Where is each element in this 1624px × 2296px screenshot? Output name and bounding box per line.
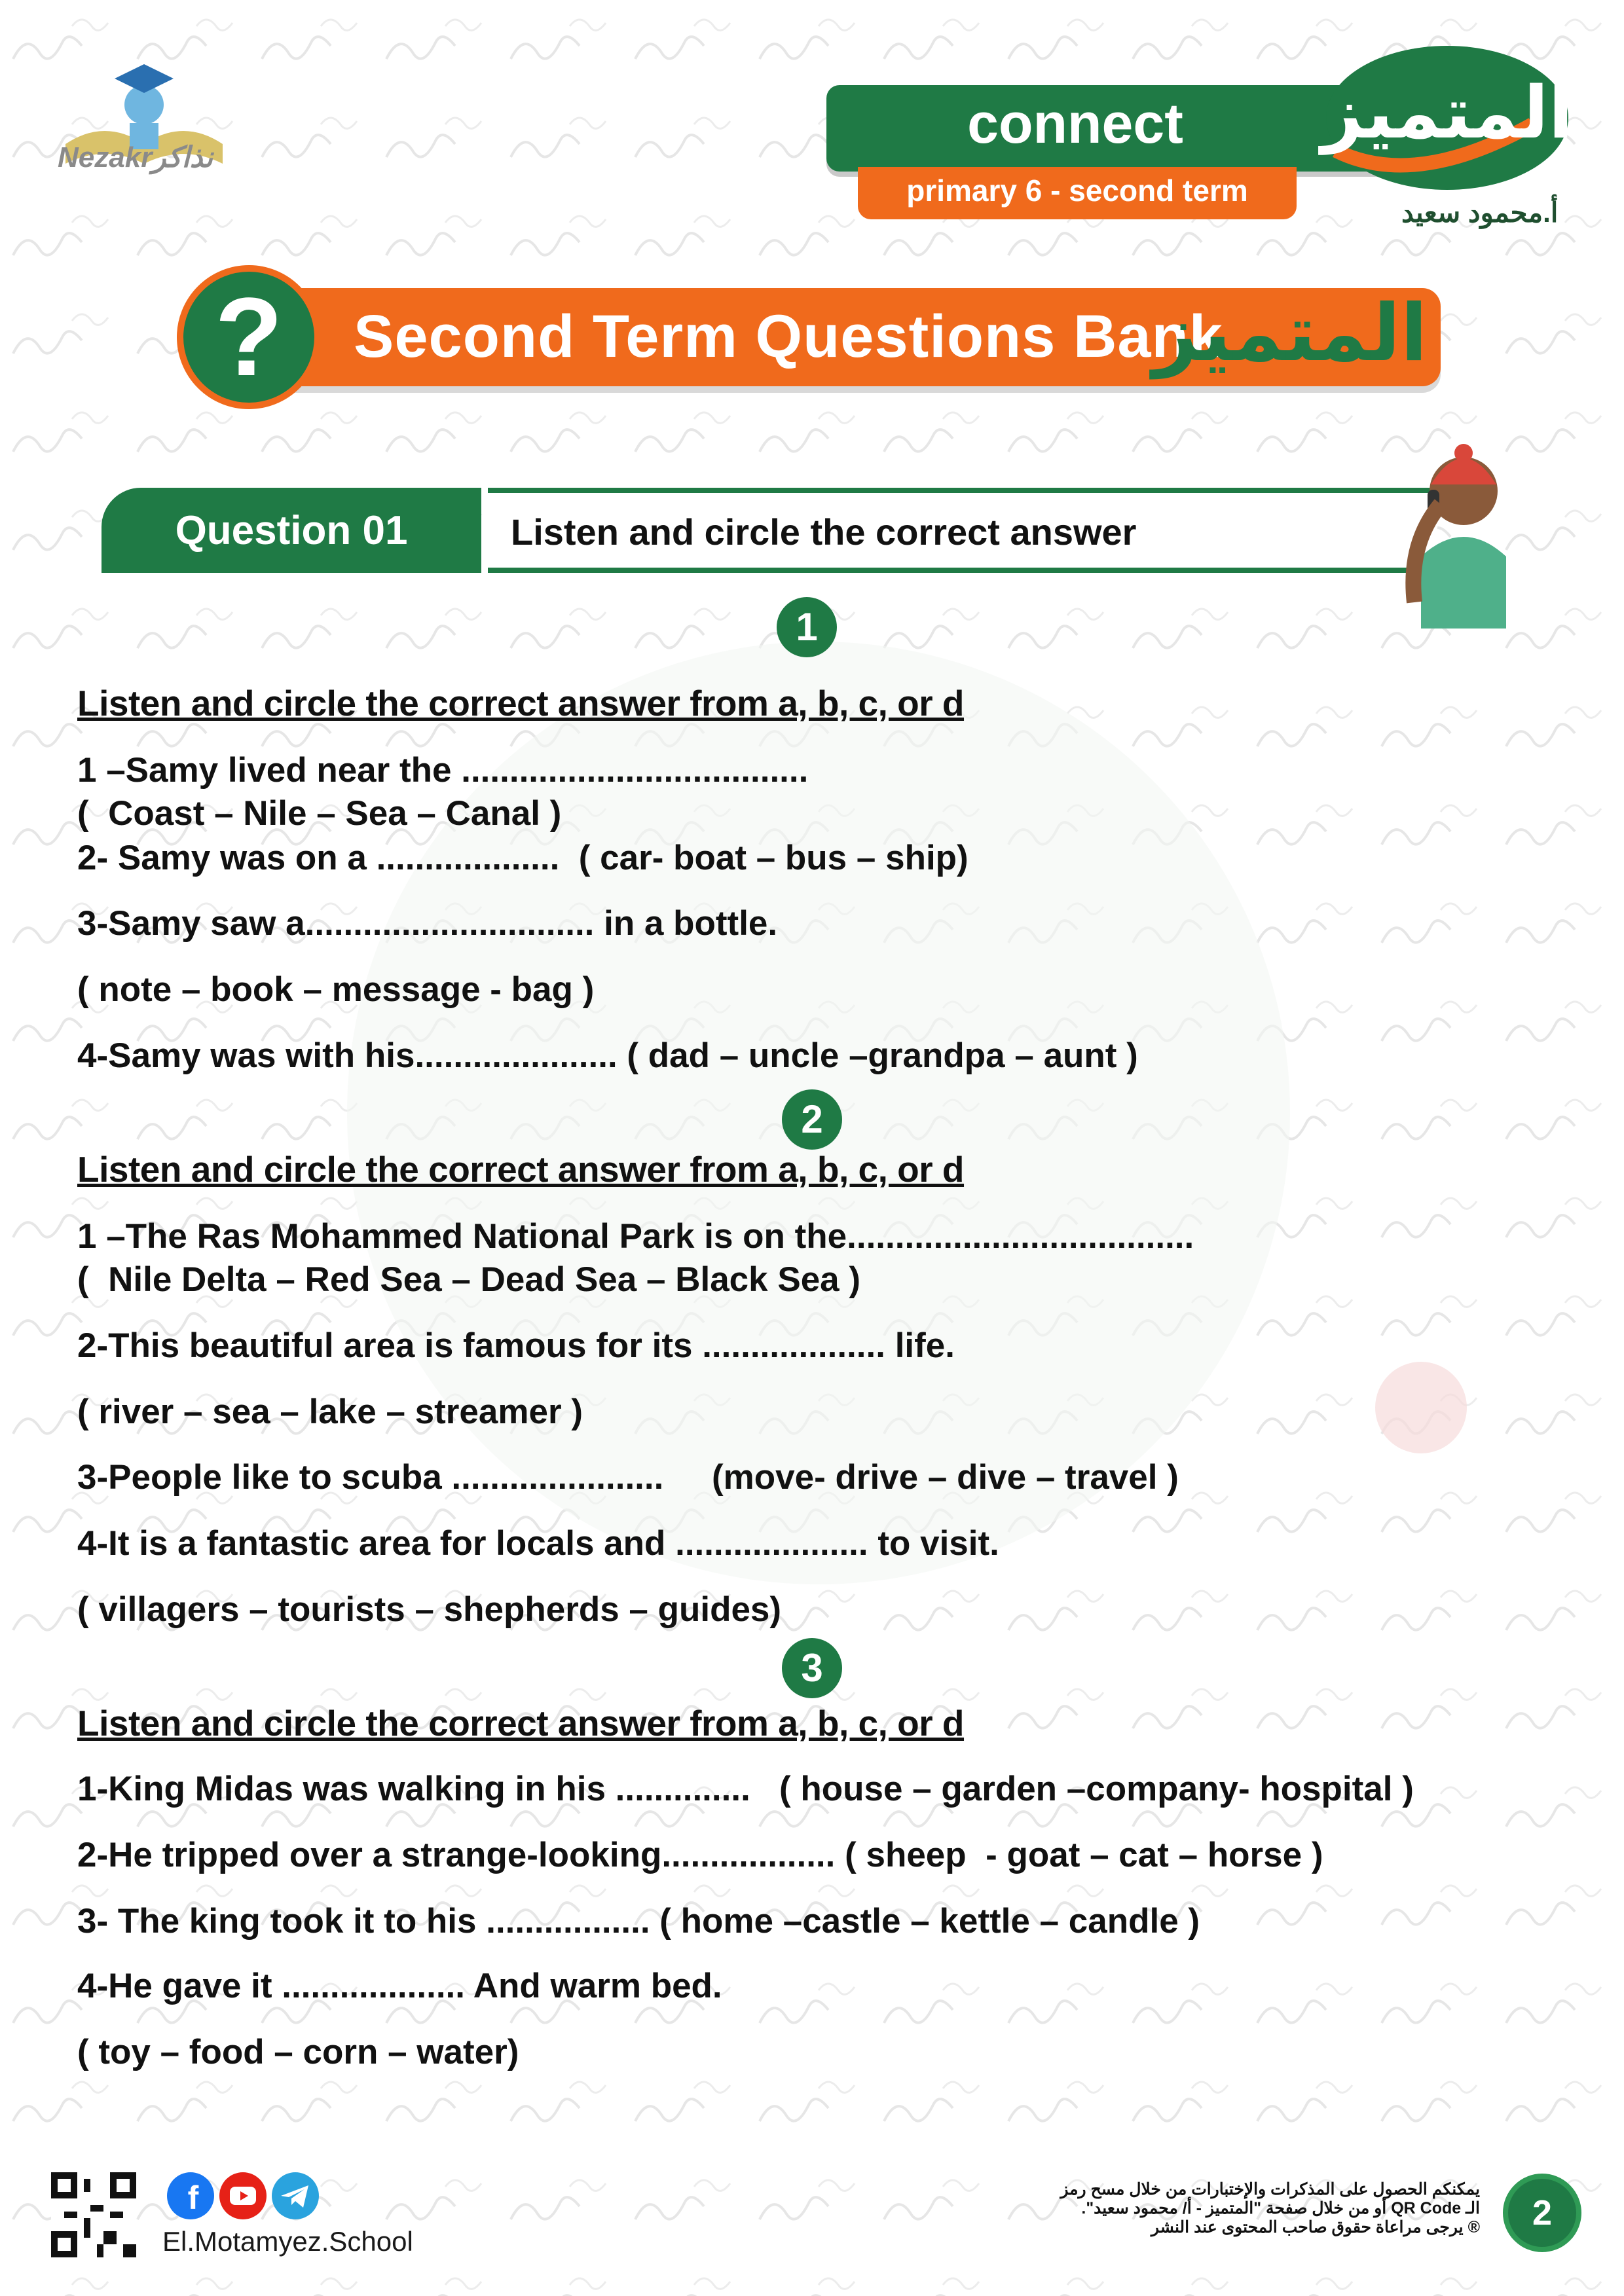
question-number-label: Question 01 bbox=[175, 508, 408, 553]
telegram-icon[interactable] bbox=[272, 2172, 319, 2219]
section-1-line-1: 1 –Samy lived near the .................................... bbox=[77, 751, 809, 790]
footer-note bbox=[943, 2180, 1480, 2237]
svg-text:f: f bbox=[187, 2179, 199, 2216]
svg-text:المتميز: المتميز bbox=[1153, 288, 1428, 379]
section-2-line-1: 1 –The Ras Mohammed National Park is on the.................................... bbox=[77, 1217, 1194, 1256]
section-2-line-7: ( villagers – tourists – shepherds – guides) bbox=[77, 1590, 782, 1629]
question-instruction: Listen and circle the correct answer bbox=[511, 511, 1137, 553]
section-2-line-6: 4-It is a fantastic area for locals and .................... to visit. bbox=[77, 1524, 999, 1563]
section-number-3: 3 bbox=[782, 1638, 842, 1698]
section-3-line-1: 1-King Midas was walking in his .............. ( house – garden –company- hospital ) bbox=[77, 1770, 1414, 1808]
section-1-line-5: ( note – book – message - bag ) bbox=[77, 970, 595, 1009]
svg-text:المتميز: المتميز bbox=[1321, 71, 1574, 155]
website-label: El.Motamyez.School bbox=[162, 2226, 413, 2257]
connect-title: connect bbox=[967, 92, 1183, 155]
term-label: primary 6 - second term bbox=[906, 173, 1248, 208]
footer-note-line-3: ® يرجى مراعاة حقوق صاحب المحتوى عند النشر bbox=[1151, 2218, 1480, 2236]
brand-badge bbox=[1310, 39, 1572, 210]
section-3-line-3: 3- The king took it to his ................. ( home –castle – kettle – candle ) bbox=[77, 1902, 1200, 1941]
section-3-line-2: 2-He tripped over a strange-looking.................. ( sheep - goat – cat – horse ) bbox=[77, 1836, 1323, 1874]
page-number: 2 bbox=[1503, 2174, 1581, 2252]
section-number-2: 2 bbox=[782, 1089, 842, 1150]
brand-logo-banner bbox=[1153, 262, 1428, 412]
section-2-line-3: 2-This beautiful area is famous for its ................... life. bbox=[77, 1326, 955, 1365]
banner-title: Second Term Questions Bank bbox=[354, 303, 1223, 370]
section-2-line-2: ( Nile Delta – Red Sea – Dead Sea – Black Sea ) bbox=[77, 1260, 861, 1299]
listening-boy-illustration bbox=[1401, 439, 1532, 629]
section-3-line-4: 4-He gave it ................... And warm bed. bbox=[77, 1967, 722, 2005]
footer-note-line-1: يمكنكم الحصول على المذكرات والإختبارات من خلال مسح رمز bbox=[1060, 2180, 1480, 2198]
logo-text: Nezakrنذاكر bbox=[58, 141, 213, 173]
section-2-heading: Listen and circle the correct answer from a, b, c, or d bbox=[77, 1149, 965, 1190]
section-2-line-5: 3-People like to scuba ...................... (move- drive – dive – travel ) bbox=[77, 1458, 1179, 1497]
section-3-line-5: ( toy – food – corn – water) bbox=[77, 2033, 519, 2071]
footer-note-line-2: الـ QR Code أو من خلال صفحة "المتميز - أ/ محمود سعيد". bbox=[1081, 2199, 1480, 2217]
youtube-icon[interactable] bbox=[219, 2172, 267, 2219]
section-1-line-4: 3-Samy saw a.............................. in a bottle. bbox=[77, 904, 778, 943]
facebook-icon[interactable] bbox=[167, 2172, 214, 2219]
section-1-line-3: 2- Samy was on a ................... ( car- boat – bus – ship) bbox=[77, 839, 969, 877]
teacher-name: أ.محمود سعيد bbox=[1401, 197, 1559, 228]
section-number-1: 1 bbox=[777, 597, 837, 657]
section-1-line-6: 4-Samy was with his..................... ( dad – uncle –grandpa – aunt ) bbox=[77, 1036, 1138, 1075]
section-2-line-4: ( river – sea – lake – streamer ) bbox=[77, 1393, 583, 1431]
section-1-heading: Listen and circle the correct answer from a, b, c, or d bbox=[77, 683, 965, 723]
qr-code[interactable] bbox=[51, 2172, 136, 2257]
section-1-line-2: ( Coast – Nile – Sea – Canal ) bbox=[77, 794, 562, 833]
question-mark-glyph: ? bbox=[215, 275, 283, 399]
section-3-heading: Listen and circle the correct answer from a, b, c, or d bbox=[77, 1703, 965, 1743]
